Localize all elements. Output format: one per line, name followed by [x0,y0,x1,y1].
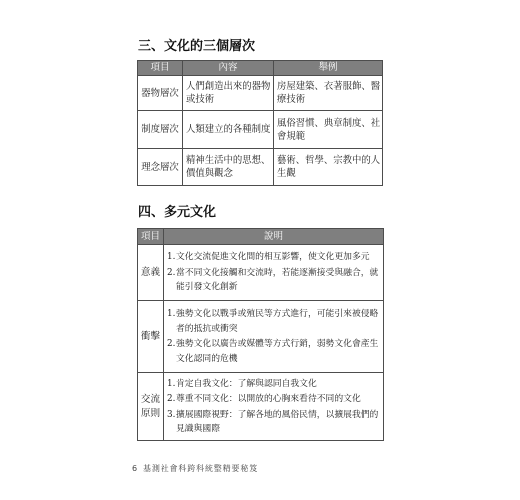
example-line: 風俗習慣、典章制度、社 [277,117,381,129]
item-line: 能引發文化創新 [176,282,238,293]
row-label-cell [138,245,164,301]
column-header-item: 項目 [138,61,183,76]
item-number: 2. [167,267,176,278]
description-cell [164,373,384,441]
table-row [138,245,384,301]
item-line: 者的抵抗或衝突 [176,323,238,334]
list-item [167,307,383,336]
row-label: 交流 [140,393,161,405]
table-row [138,111,383,149]
example-cell [274,149,383,186]
page-footer [132,463,258,475]
item-number: 1. [167,252,176,263]
content-line: 精神生活中的思想、 [186,155,271,166]
item-line: 強勢文化以廣告或媒體等方式行銷，弱勢文化會產生 [176,339,379,349]
list-item [167,250,383,265]
table-row [138,149,383,186]
item-number: 2. [167,339,176,349]
content-line: 或技術 [186,94,215,105]
cultural-diversity-table [137,228,384,441]
item-number: 1. [167,378,176,389]
example-line: 房屋建築、衣著服飾、醫 [277,81,381,92]
item-number: 1. [167,309,176,319]
content-line: 人類建立的各種制度 [186,124,271,135]
item-line: 文化認同的危機 [176,353,238,364]
table-row [138,373,384,441]
example-cell [274,76,383,111]
example-line: 藝術、哲學、宗教中的人 [277,155,381,166]
list-item [167,266,383,295]
section-heading-cultural-diversity: 四、多元文化 [138,205,217,220]
list-item [167,377,383,392]
table-header-row [138,229,384,245]
item-line: 擴展國際視野：了解各地的風俗民情，以擴展我們的 [176,409,379,420]
table-row [138,76,383,111]
item-line: 肯定自我文化：了解與認同自我文化 [176,378,317,389]
list-item [167,337,383,366]
content-line: 人們創造出來的器物 [186,81,271,92]
item-line: 見識與國際 [176,424,220,434]
content-cell [183,149,274,186]
example-line: 療技術 [277,94,306,105]
description-cell [164,245,384,301]
row-label: 意義 [140,266,161,278]
item-number: 2. [167,394,176,404]
item-line: 尊重不同文化：以開放的心胸來看待不同的文化 [176,394,361,404]
column-header-description: 說明 [164,229,384,245]
content-cell [183,76,274,111]
description-cell [164,301,384,373]
content-line: 價值與觀念 [186,168,233,179]
row-label-cell [138,301,164,373]
column-header-item: 項目 [138,229,164,245]
table-header-row [138,61,383,76]
item-line: 強勢文化以戰爭或殖民等方式進行，可能引來被侵略 [176,309,379,319]
example-line: 會規範 [277,130,306,142]
row-label-cell [138,373,164,441]
content-cell [183,111,274,149]
example-cell [274,111,383,149]
item-line: 文化交流促進文化間的相互影響，使文化更加多元 [176,252,370,263]
list-item [167,392,383,407]
page-number: 6 [132,464,138,473]
book-title: 基測社會科跨科統整精要秘笈 [143,464,259,473]
level-cell: 理念層次 [138,149,183,186]
row-label: 原則 [140,407,161,419]
item-number: 3. [167,409,176,420]
row-label: 衝擊 [140,330,161,342]
item-line: 當不同文化接觸和交流時，若能逐漸接受與融合，就 [176,267,379,278]
level-cell: 器物層次 [138,76,183,111]
section-heading-culture-levels: 三、文化的三個層次 [138,39,256,54]
list-item [167,408,383,437]
column-header-content: 內容 [183,61,274,76]
example-line: 生觀 [277,168,296,179]
table-row [138,301,384,373]
culture-levels-table [137,60,383,186]
level-cell: 制度層次 [138,111,183,149]
column-header-example: 舉例 [274,61,383,76]
